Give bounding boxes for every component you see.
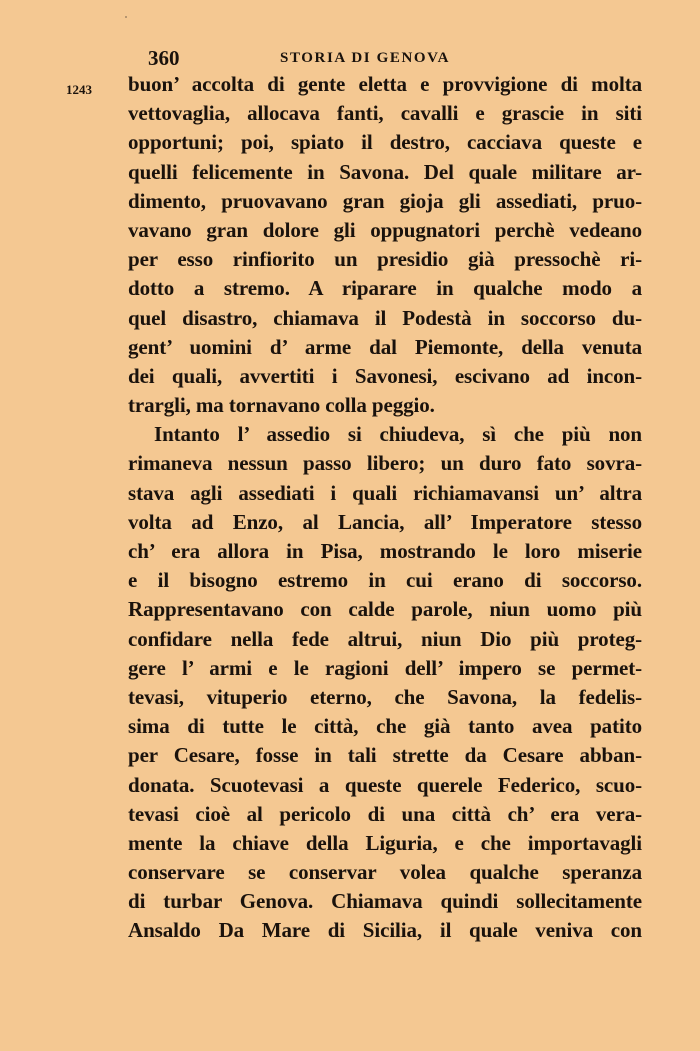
page-number: 360 xyxy=(148,45,180,70)
text-line: e il bisogno estremo in cui erano di soccorso. xyxy=(128,568,642,593)
text-line: rimaneva nessun passo libero; un duro fato sovra- xyxy=(128,451,642,476)
text-line: Intanto l’ assedio si chiudeva, sì che più non xyxy=(154,422,642,447)
margin-year-note: 1243 xyxy=(66,82,92,97)
text-line: donata. Scuotevasi a queste querele Federico, scuo- xyxy=(128,772,642,797)
text-line: vavano gran dolore gli oppugnatori perchè vedeano xyxy=(128,217,642,242)
text-line: volta ad Enzo, al Lancia, all’ Imperatore stesso xyxy=(128,509,642,534)
text-line: gent’ uomini d’ arme dal Piemonte, della venuta xyxy=(128,334,642,359)
text-line: tevasi cioè al pericolo di una città ch’ era vera- xyxy=(128,801,642,826)
text-line: sima di tutte le città, che già tanto avea patito xyxy=(128,714,642,739)
page-header xyxy=(148,44,548,72)
text-line: opportuni; poi, spiato il destro, cacciava queste e xyxy=(128,130,642,155)
text-line: per Cesare, fosse in tali strette da Cesare abban- xyxy=(128,743,642,768)
text-line: mente la chiave della Liguria, e che importavagli xyxy=(128,830,642,855)
body-text xyxy=(128,70,642,946)
text-line: dotto a stremo. A riparare in qualche modo a xyxy=(128,276,642,301)
text-line: di turbar Genova. Chiamava quindi sollecitamente xyxy=(128,889,642,914)
text-line: confidare nella fede altrui, niun Dio più proteg- xyxy=(128,626,642,651)
text-line: stava agli assediati i quali richiamavansi un’ altra xyxy=(128,480,642,505)
running-title: STORIA DI GENOVA xyxy=(280,49,451,66)
text-line: quel disastro, chiamava il Podestà in soccorso du- xyxy=(128,305,642,330)
text-line: dei quali, avvertiti i Savonesi, escivano ad incon- xyxy=(128,363,642,388)
text-line: tevasi, vituperio eterno, che Savona, la fedelis- xyxy=(128,684,642,709)
paper-speck xyxy=(125,16,127,18)
text-line: vettovaglia, allocava fanti, cavalli e grascie in siti xyxy=(128,101,642,126)
text-line: buon’ accolta di gente eletta e provvigione di molta xyxy=(128,72,642,96)
text-line: Ansaldo Da Mare di Sicilia, il quale veniva con xyxy=(128,918,642,943)
text-line: conservare se conservar volea qualche speranza xyxy=(128,860,642,885)
text-line: ch’ era allora in Pisa, mostrando le loro miserie xyxy=(128,539,642,563)
text-line: Rappresentavano con calde parole, niun uomo più xyxy=(128,597,642,622)
text-line: gere l’ armi e le ragioni dell’ impero se permet- xyxy=(128,655,642,680)
text-line: dimento, pruovavano gran gioja gli assediati, pruo- xyxy=(128,188,642,213)
text-line: per esso rinfiorito un presidio già pressochè ri- xyxy=(128,247,642,272)
text-line: quelli felicemente in Savona. Del quale militare ar- xyxy=(128,159,642,184)
text-line: trargli, ma tornavano colla peggio. xyxy=(128,393,435,418)
